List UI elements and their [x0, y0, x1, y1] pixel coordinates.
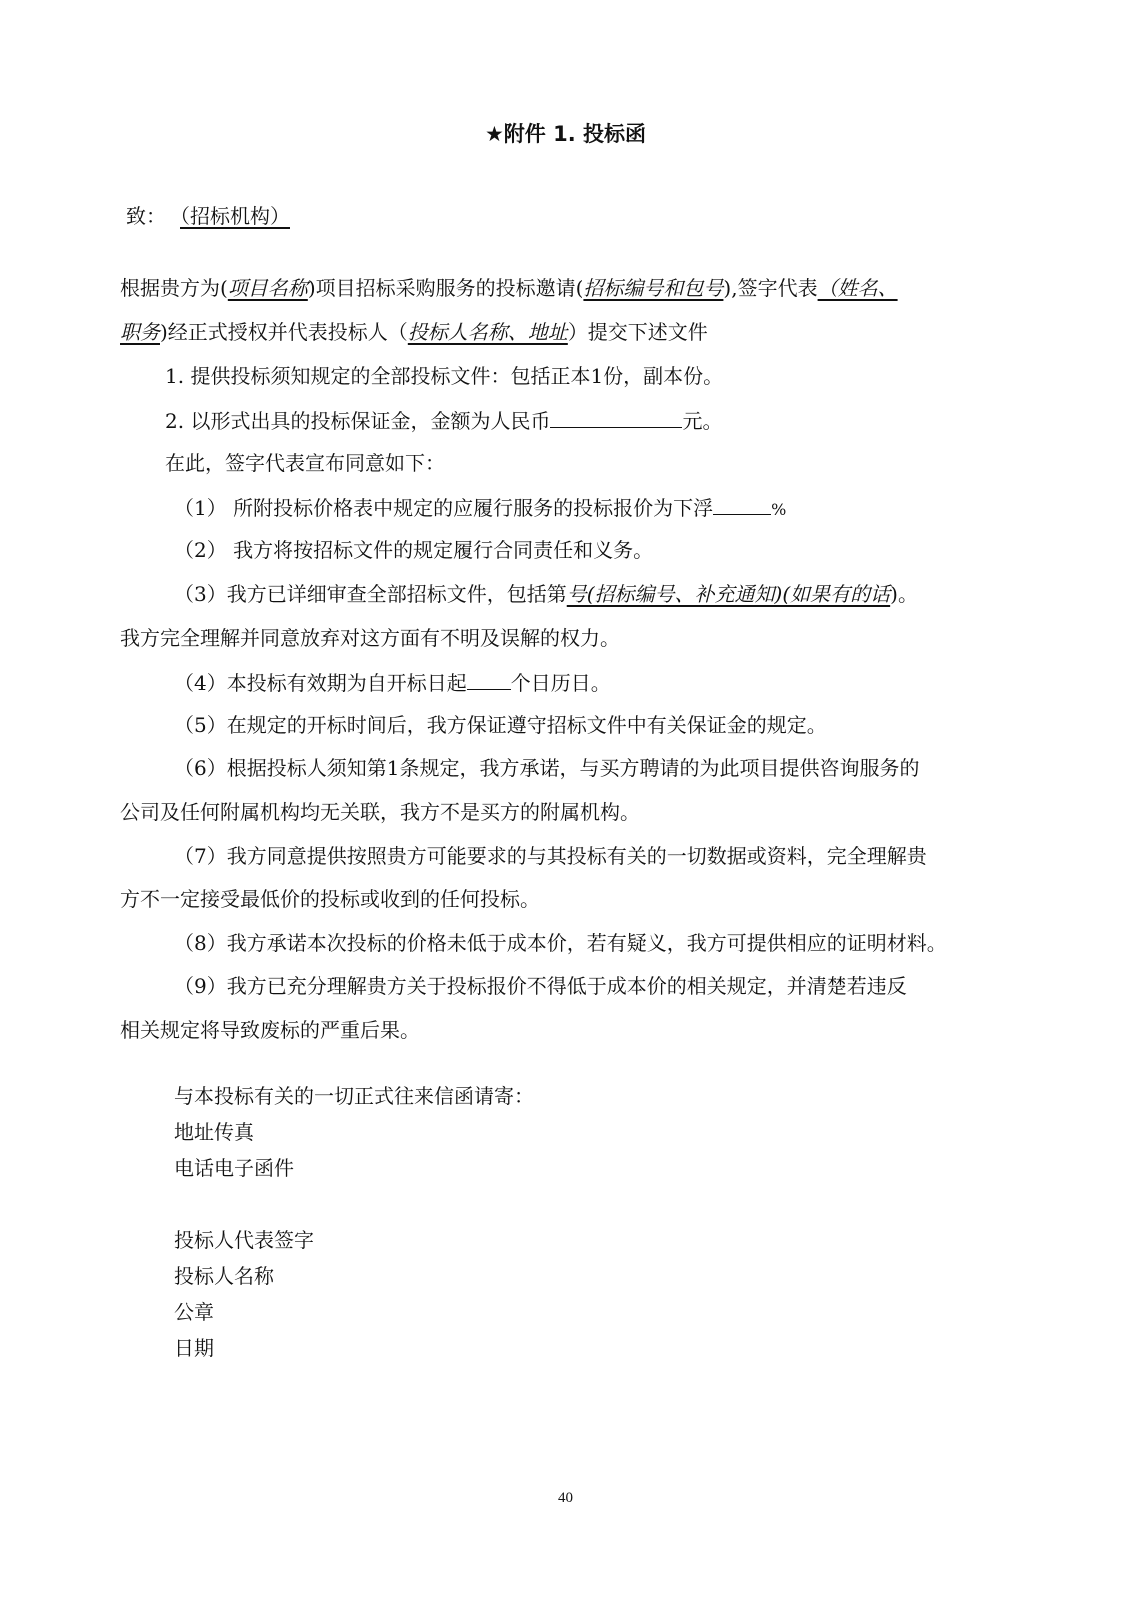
clause-6-line-2: 公司及任何附属机构均无关联，我方不是买方的附属机构。 — [120, 800, 640, 824]
clause-7-line-2: 方不一定接受最低价的投标或收到的任何投标。 — [120, 887, 540, 911]
signer-placeholder-part1: （姓名、 — [817, 276, 898, 300]
clause-7-line-1: （7）我方同意提供按照贵方可能要求的与其投标有关的一切数据或资料，完全理解贵 — [174, 844, 927, 868]
percent-unit: % — [771, 500, 787, 519]
project-name-placeholder: 项目名称 — [227, 276, 308, 300]
addressee-prefix: 致： — [126, 204, 166, 228]
intro-text-4: )经正式授权并代表投标人（ — [160, 320, 408, 344]
clause-2: （2） 我方将按招标文件的规定履行合同责任和义务。 — [174, 538, 654, 562]
contact-heading: 与本投标有关的一切正式往来信函请寄： — [174, 1084, 534, 1108]
clause-3-suffix: )。 — [890, 582, 918, 606]
clause-3-line-1 — [174, 580, 918, 608]
intro-line-1 — [120, 274, 898, 302]
clause-4-suffix: 个日历日。 — [510, 671, 611, 695]
tender-number-placeholder: 招标编号和包号 — [583, 276, 724, 300]
clause-4 — [174, 667, 611, 697]
intro-text-3: ),签字代表 — [723, 276, 818, 300]
addressee-line — [126, 202, 290, 230]
list-item-2-text: 2. 以形式出具的投标保证金，金额为人民币 — [165, 409, 551, 433]
clause-9-line-2: 相关规定将导致废标的严重后果。 — [120, 1018, 420, 1042]
clause-3-line-2: 我方完全理解并同意放弃对这方面有不明及误解的权力。 — [120, 626, 620, 650]
intro-text-1: 根据贵方为( — [120, 276, 228, 300]
page-number: 40 — [558, 1490, 573, 1506]
intro-line-2 — [120, 318, 708, 346]
clause-9-line-1: （9）我方已充分理解贵方关于投标报价不得低于成本价的相关规定，并清楚若违反 — [174, 974, 907, 998]
signature-date: 日期 — [174, 1336, 214, 1360]
list-item-2 — [165, 405, 722, 435]
document-title: ★附件 1. 投标函 — [484, 122, 647, 146]
clause-3-reference: 号(招标编号、补充通知)(如果有的话 — [566, 582, 891, 606]
amount-blank — [550, 405, 682, 428]
signature-bidder-name: 投标人名称 — [174, 1264, 274, 1288]
signer-placeholder-part2: 职务 — [120, 320, 160, 344]
discount-blank — [713, 492, 771, 515]
signature-representative: 投标人代表签字 — [174, 1228, 314, 1252]
clause-1-text: （1） 所附投标价格表中规定的应履行服务的投标报价为下浮 — [174, 496, 714, 520]
clause-8: （8）我方承诺本次投标的价格未低于成本价，若有疑义，我方可提供相应的证明材料。 — [174, 931, 947, 955]
clause-6-line-1: （6）根据投标人须知第1条规定，我方承诺，与买方聘请的为此项目提供咨询服务的 — [174, 756, 920, 780]
clause-4-text: （4）本投标有效期为自开标日起 — [174, 671, 467, 695]
list-item-1: 1. 提供投标须知规定的全部投标文件：包括正本1份，副本份。 — [165, 364, 724, 388]
contact-phone-email: 电话电子函件 — [174, 1156, 294, 1180]
intro-text-2: )项目招标采购服务的投标邀请( — [307, 276, 584, 300]
declaration-line: 在此，签字代表宣布同意如下： — [165, 451, 445, 475]
contact-address-fax: 地址传真 — [174, 1120, 254, 1144]
list-item-2-suffix: 元。 — [682, 409, 723, 433]
clause-1 — [174, 492, 786, 524]
bidder-placeholder: 投标人名称、地址 — [407, 320, 568, 344]
validity-days-blank — [467, 667, 511, 690]
clause-3-text: （3）我方已详细审查全部招标文件，包括第 — [174, 582, 567, 606]
addressee-recipient: （招标机构） — [180, 204, 290, 228]
signature-seal: 公章 — [174, 1300, 214, 1324]
intro-text-5: ）提交下述文件 — [567, 320, 708, 344]
clause-5: （5）在规定的开标时间后，我方保证遵守招标文件中有关保证金的规定。 — [174, 713, 827, 737]
